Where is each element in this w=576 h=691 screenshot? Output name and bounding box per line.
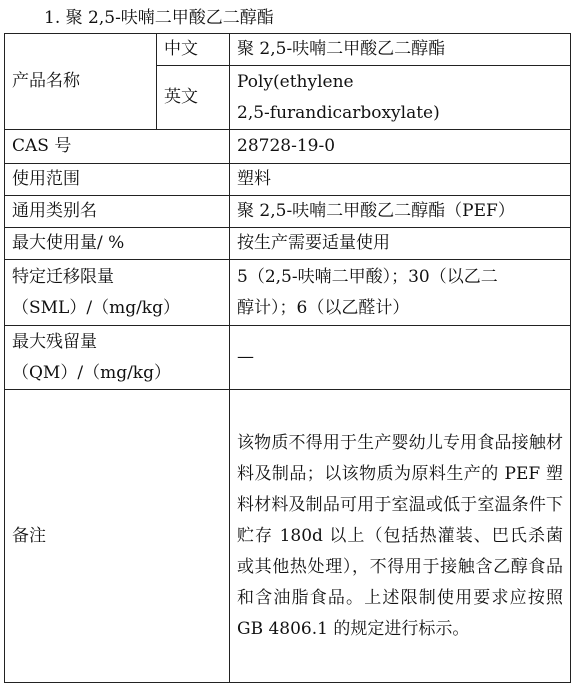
scope-value: 塑料 bbox=[230, 164, 571, 196]
substance-spec-table bbox=[4, 33, 571, 683]
table-row bbox=[5, 326, 571, 390]
notes-label: 备注 bbox=[5, 390, 230, 683]
sml-label-line-1: 特定迁移限量 bbox=[12, 266, 114, 287]
cas-label: CAS 号 bbox=[5, 130, 230, 164]
table-row bbox=[5, 196, 571, 228]
english-label: 英文 bbox=[157, 66, 230, 130]
sml-value-line-2: 醇计）；6（以乙醛计） bbox=[237, 297, 410, 318]
chinese-name-value: 聚 2,5-呋喃二甲酸乙二醇酯 bbox=[230, 34, 571, 66]
notes-value: 该物质不得用于生产婴幼儿专用食品接触材料及制品；以该物质为原料生产的 PEF 塑料材料及制品可用于室温或低于室温条件下贮存 180d 以上（包括热灌装、巴氏杀菌或其他热处理），不得用于接触含乙醇食品和含油脂食品。上述限制使用要求应按照 GB 4806.1 的规定进行标示。 bbox=[230, 390, 571, 683]
max-use-value: 按生产需要适量使用 bbox=[230, 228, 571, 260]
table-row bbox=[5, 390, 571, 683]
table-row bbox=[5, 34, 571, 66]
category-value: 聚 2,5-呋喃二甲酸乙二醇酯（PEF） bbox=[230, 196, 571, 228]
english-name-value bbox=[230, 66, 571, 130]
qm-value: — bbox=[230, 326, 571, 390]
section-heading: 1. 聚 2,5-呋喃二甲酸乙二醇酯 bbox=[44, 8, 274, 28]
sml-label bbox=[5, 260, 230, 326]
sml-value bbox=[230, 260, 571, 326]
table-row bbox=[5, 260, 571, 326]
qm-label-line-1: 最大残留量 bbox=[12, 331, 97, 352]
qm-label bbox=[5, 326, 230, 390]
table-row bbox=[5, 164, 571, 196]
max-use-label: 最大使用量/ % bbox=[5, 228, 230, 260]
sml-label-line-2: （SML）/（mg/kg） bbox=[12, 297, 180, 318]
sml-value-line-1: 5（2,5-呋喃二甲酸）；30（以乙二 bbox=[237, 266, 498, 287]
scope-label: 使用范围 bbox=[5, 164, 230, 196]
product-name-label: 产品名称 bbox=[5, 34, 157, 130]
table-row bbox=[5, 228, 571, 260]
table-row bbox=[5, 130, 571, 164]
english-name-line-1: Poly(ethylene bbox=[237, 71, 354, 92]
category-label: 通用类别名 bbox=[5, 196, 230, 228]
cas-value: 28728-19-0 bbox=[230, 130, 571, 164]
qm-label-line-2: （QM）/（mg/kg） bbox=[12, 362, 171, 383]
chinese-label: 中文 bbox=[157, 34, 230, 66]
english-name-line-2: 2,5-furandicarboxylate) bbox=[237, 102, 440, 123]
